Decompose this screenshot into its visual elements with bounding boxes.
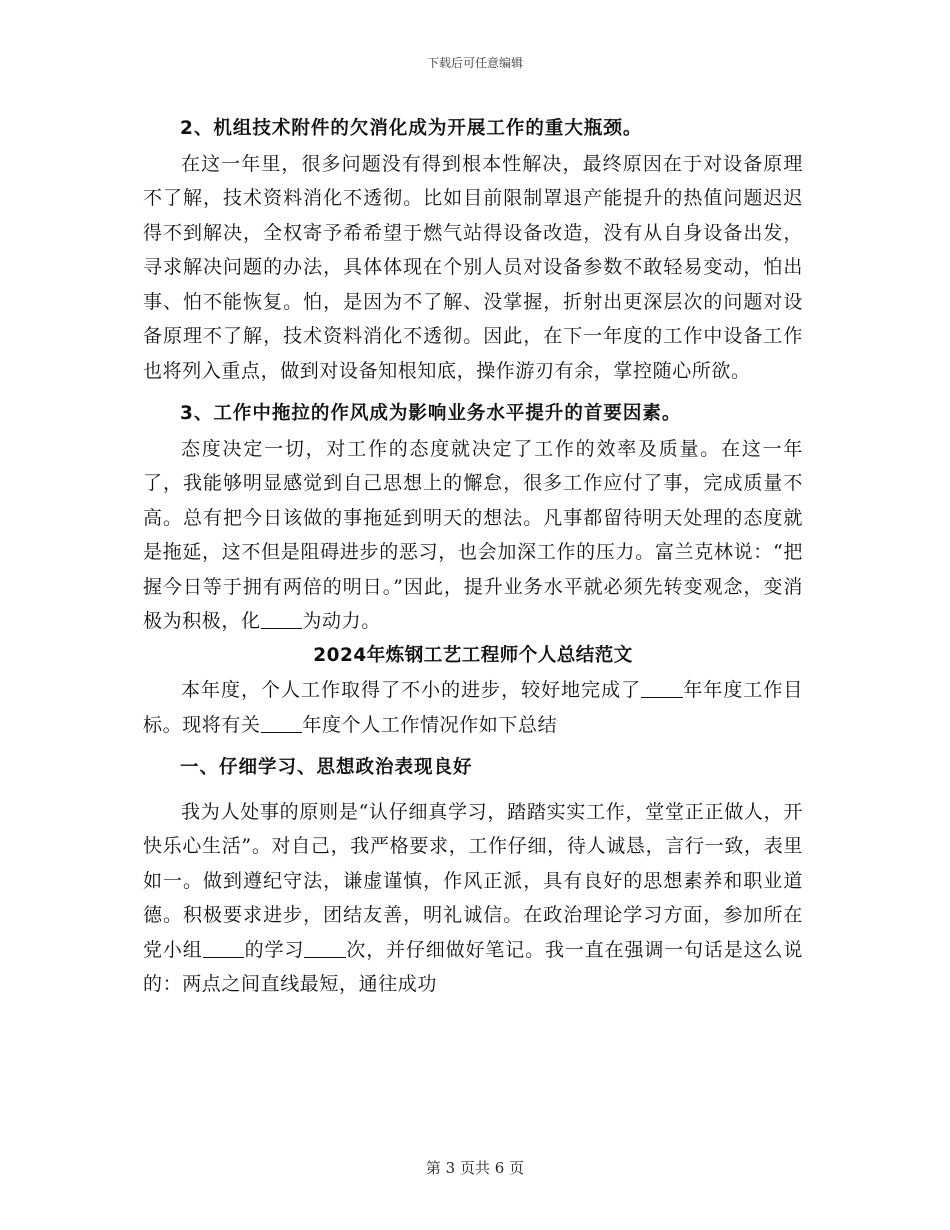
- paragraph-4: [143, 795, 803, 1002]
- intro-text-a: 本年度，个人工作取得了不小的进步，较好地完成了: [181, 679, 642, 701]
- paragraph-4-text-c: 次，并仔细做好笔记。我一直在强调一句话是这么说的：两点之间直线最短，通往成功: [143, 938, 803, 995]
- fill-blank: [203, 938, 245, 958]
- document-body: [143, 112, 803, 1002]
- intro-paragraph: [143, 673, 803, 742]
- paragraph-4-text-a: 我为人处事的原则是“认仔细真学习，踏踏实实工作，堂堂正正做人，开快乐心生活”。对自己，我严格要求，工作仔细，待人诚恳，言行一致，表里如一。做到遵纪守法，谦虚谨慎，作风正派，具有良好的思想素养和职业道德。积极要求进步，团结友善，明礼诚信。在政治理论学习方面，参加所在党小组: [143, 800, 803, 961]
- section-heading-3: 3、工作中拖拉的作风成为影响业务水平提升的首要因素。: [180, 403, 682, 424]
- paragraph-3-tail: 为动力。: [302, 610, 381, 632]
- fill-blank: [261, 609, 303, 629]
- paragraph-3-text: 态度决定一切，对工作的态度就决定了工作的效率及质量。在这一年了，我能够明显感觉到自己思想上的懈怠，很多工作应付了事，完成质量不高。总有把今日该做的事拖延到明天的想法。凡事都留待明天处理的态度就是拖延，这不但是阻碍进步的恶习，也会加深工作的压力。富兰克林说：“把握今日等于拥有两倍的明日。”因此，提升业务水平就必须先转变观念，变消极为积极，化: [143, 437, 803, 632]
- paragraph-3: [143, 432, 803, 639]
- fill-blank: [304, 938, 346, 958]
- page-footer: 第 3 页共 6 页: [425, 1159, 525, 1177]
- fill-blank: [261, 713, 303, 733]
- section-heading-2: 2、机组技术附件的欠消化成为开展工作的重大瓶颈。: [180, 118, 643, 139]
- paragraph-2: 在这一年里，很多问题没有得到根本性解决，最终原因在于对设备原理不了解，技术资料消化不透彻。比如目前限制罩退产能提升的热值问题迟迟得不到解决，全权寄予希希望于燃气站得设备改造，没有从自身设备出发，寻求解决问题的办法，具体体现在个别人员对设备参数不敢轻易变动，怕出事、怕不能恢复。怕，是因为不了解、没掌握，折射出更深层次的问题对设备原理不了解，技术资料消化不透彻。因此，在下一年度的工作中设备工作也将列入重点，做到对设备知根知底，操作游刃有余，掌控随心所欲。: [143, 152, 803, 382]
- section-heading-one: 一、仔细学习、思想政治表现良好: [180, 757, 473, 778]
- paragraph-4-text-b: 的学习: [244, 938, 305, 961]
- intro-text-c: 年度个人工作情况作如下总结: [302, 713, 558, 736]
- fill-blank: [641, 678, 683, 698]
- page-header: 下载后可任意编辑: [426, 56, 523, 70]
- intro-text-b: 年年度工作目标。现将有关: [143, 679, 803, 736]
- document-title: 2024年炼钢工艺工程师个人总结范文: [313, 644, 633, 666]
